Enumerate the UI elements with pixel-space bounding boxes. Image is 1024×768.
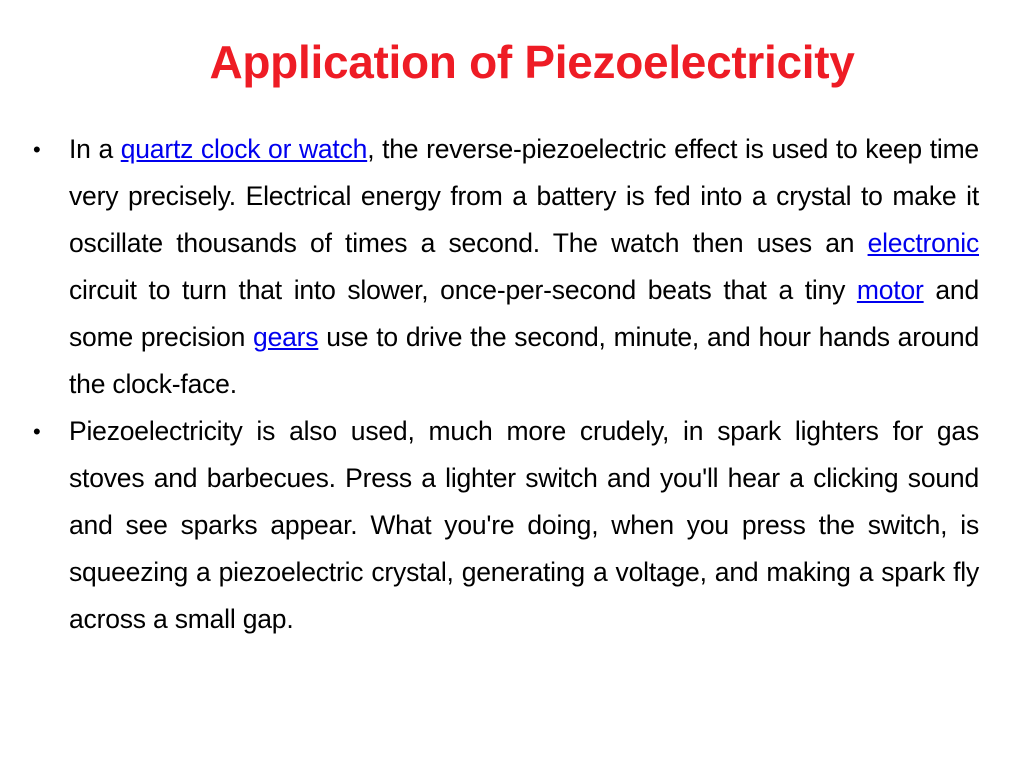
link-motor[interactable]: motor bbox=[856, 275, 924, 305]
bullet-text: In a bbox=[69, 134, 121, 164]
bullet-item-spark-lighters bbox=[33, 408, 979, 643]
bullet-icon: • bbox=[33, 419, 41, 444]
bullet-item-quartz-clock bbox=[33, 126, 979, 408]
bullet-text: Piezoelectricity is also used, much more crudely, in spark lighters for gas stoves and barbecues. Press a lighter switch and you'll hear a clicking sound and see sparks appear. What you're doing, when you press the switch, is squeezing a piezoelectric crystal, generating a voltage, and making a spark fly across a small gap. bbox=[69, 416, 979, 634]
bullet-text: and some precision bbox=[69, 275, 979, 352]
link-electronic[interactable]: electronic bbox=[867, 228, 979, 258]
bullet-text: circuit to turn that into slower, once-per-second beats that a tiny bbox=[69, 275, 857, 305]
link-quartz-clock[interactable]: quartz clock or watch bbox=[120, 134, 368, 164]
bullet-icon: • bbox=[33, 137, 41, 162]
bullet-list bbox=[33, 126, 979, 643]
bullet-text: , the reverse-piezoelectric effect is used to keep time very precisely. Electrical energy from a battery is fed into a crystal to make it oscillate thousands of times a second. The watch then uses an bbox=[69, 134, 979, 258]
slide-title: Application of Piezoelectricity bbox=[209, 36, 855, 88]
bullet-text: use to drive the second, minute, and hour hands around the clock-face. bbox=[69, 322, 979, 399]
link-gears[interactable]: gears bbox=[253, 322, 319, 352]
